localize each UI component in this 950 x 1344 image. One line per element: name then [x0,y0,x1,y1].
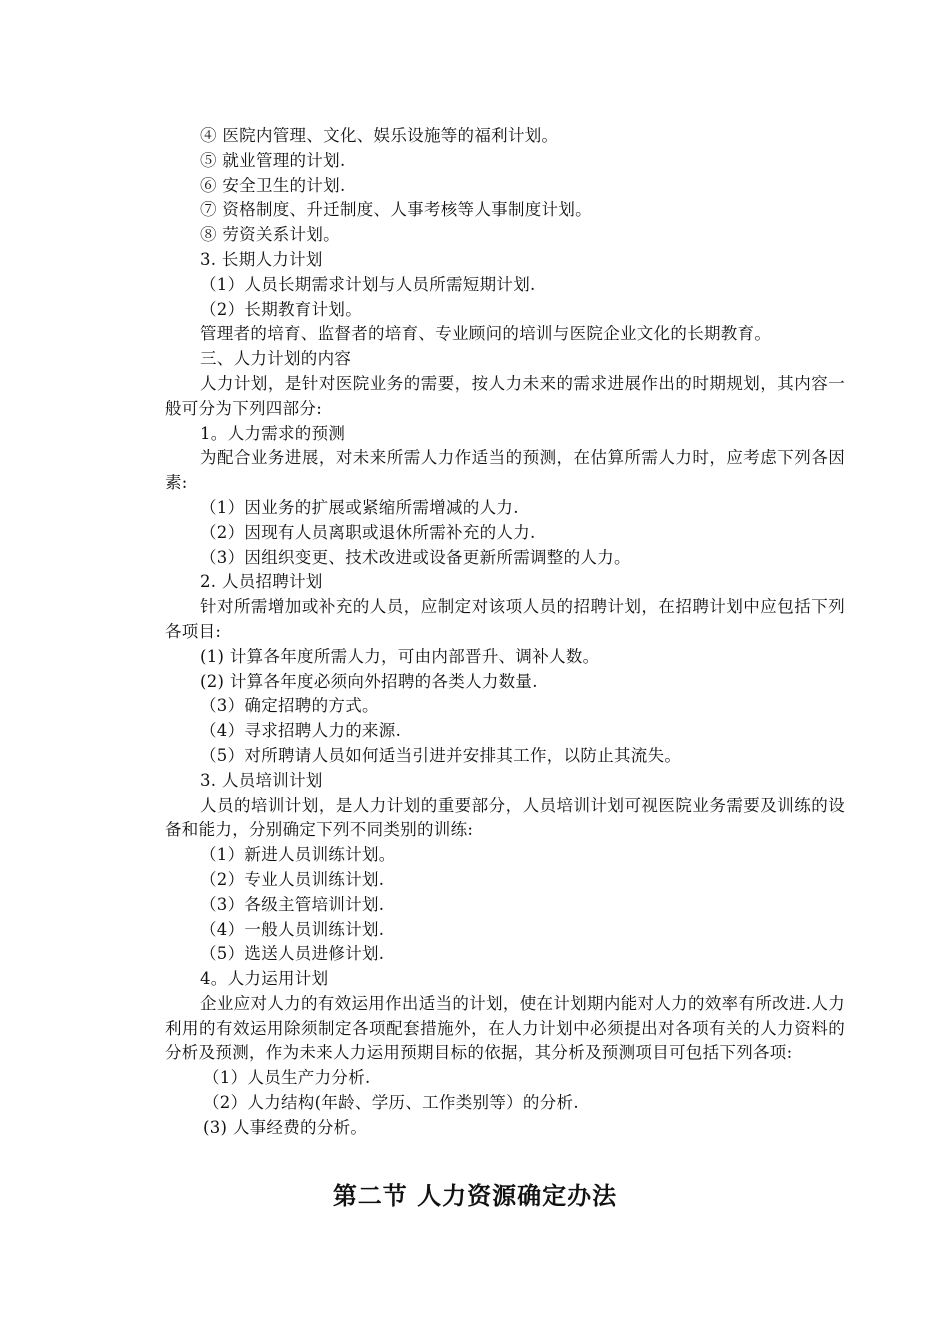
text-line: 3. 人员培训计划 [200,770,323,790]
paragraph: 人力计划，是针对医院业务的需要，按人力未来的需求进展作出的时期规划，其内容一般可分为下列四部分: [165,373,845,418]
text-line: ⑥ 安全卫生的计划. [200,175,346,195]
text-line: （2）长期教育计划。 [200,299,362,319]
section-heading: 第二节 人力资源确定办法 [332,1182,618,1210]
text-line: ⑤ 就业管理的计划. [200,150,346,170]
text-line: 2. 人员招聘计划 [200,572,323,592]
text-line: （5）选送人员进修计划. [200,944,385,964]
text-line: 1。人力需求的预测 [200,423,346,443]
text-line: （1）新进人员训练计划。 [200,845,396,865]
text-line: （2）专业人员训练计划. [200,869,385,889]
text-line: 三、人力计划的内容 [200,349,352,369]
text-line: （1）因业务的扩展或紧缩所需增减的人力. [200,497,519,517]
text-line: ⑦ 资格制度、升迁制度、人事考核等人事制度计划。 [200,200,592,220]
paragraph: 针对所需增加或补充的人员，应制定对该项人员的招聘计划，在招聘计划中应包括下列各项目: [165,597,845,641]
text-line: （1）人员长期需求计划与人员所需短期计划. [200,274,536,294]
text-line: ④ 医院内管理、文化、娱乐设施等的福利计划。 [200,126,559,145]
text-line: （4）寻求招聘人力的来源. [200,721,402,741]
text-line: （2）人力结构(年龄、学历、工作类别等）的分析. [203,1093,579,1113]
text-line: (3) 人事经费的分析。 [203,1117,368,1137]
text-line: 4。人力运用计划 [200,969,329,989]
paragraph: 人员的培训计划，是人力计划的重要部分，人员培训计划可视医院业务需要及训练的设备和能力，分别确定下列不同类别的训练: [165,795,845,840]
text-line: （4）一般人员训练计划. [200,919,385,939]
text-line: 3. 长期人力计划 [200,249,323,269]
text-line: （2）因现有人员离职或退休所需补充的人力. [200,522,536,542]
paragraph: 企业应对人力的有效运用作出适当的计划，使在计划期内能对人力的效率有所改进.人力利用的有效运用除须制定各项配套措施外，在人力计划中必须提出对各项有关的人力资料的分析及预测，作为未来人力运用预期目标的依据，其分析及预测项目可包括下列各项: [165,993,845,1063]
text-line: （3）各级主管培训计划. [200,894,385,914]
paragraph: 为配合业务进展，对未来所需人力作适当的预测，在估算所需人力时，应考虑下列各因素: [165,448,845,493]
text-line: (2) 计算各年度必须向外招聘的各类人力数量. [200,671,538,691]
text-line: (1) 计算各年度所需人力，可由内部晋升、调补人数。 [200,646,600,666]
text-line: ⑧ 劳资关系计划。 [200,225,340,245]
text-line: （1）人员生产力分析. [203,1068,371,1088]
document-body [165,124,845,1141]
text-line: （3）因组织变更、技术改进或设备更新所需调整的人力。 [200,547,631,567]
text-line: （3）确定招聘的方式。 [200,696,379,716]
text-line: （5）对所聘请人员如何适当引进并安排其工作，以防止其流失。 [200,745,682,765]
text-line: 管理者的培育、监督者的培育、专业顾问的培训与医院企业文化的长期教育。 [200,324,772,344]
